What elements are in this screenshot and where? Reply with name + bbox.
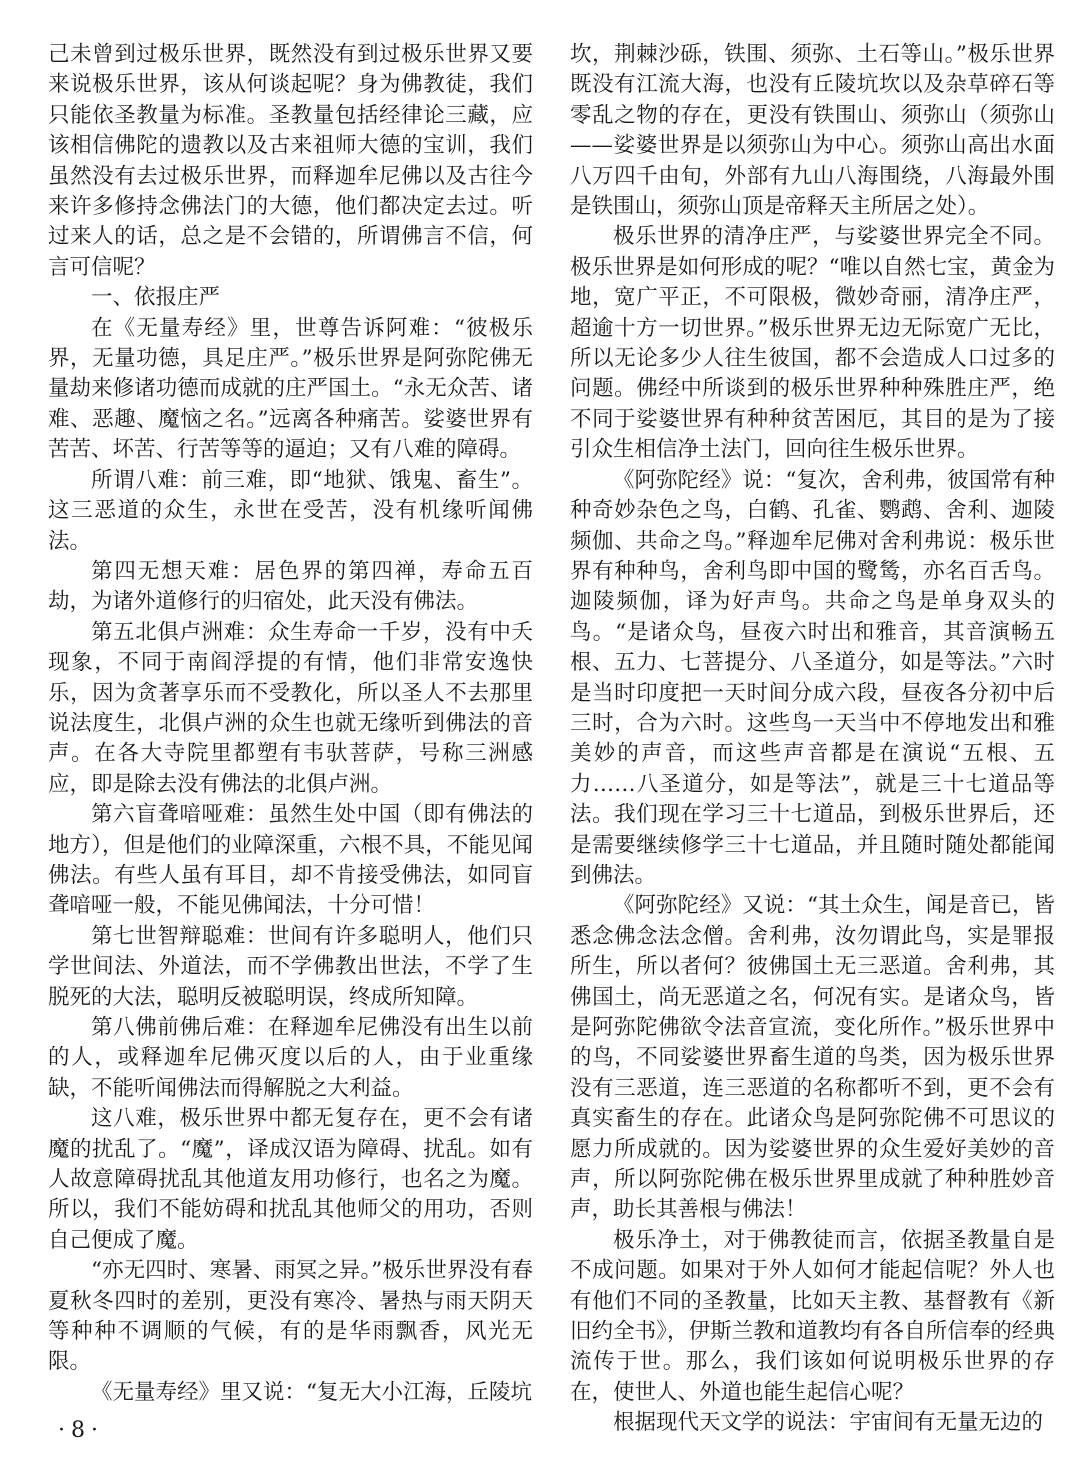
paragraph: 极乐净土，对于佛教徒而言，依据圣教量自是不成问题。如果对于外人如何才能起信呢？外人也有他们不同的圣教量，比如天主教、基督教有《新旧约全书》，伊斯兰教和道教均有各自所信奉的经典流传于世。那么，我们该如何说明极乐世界的存在，使世人、外道也能生起信心呢？ <box>570 1227 1055 1405</box>
page-number: ·8· <box>58 1418 104 1443</box>
paragraph: 根据现代天文学的说法：宇宙间有无量无边的 <box>613 1410 1044 1436</box>
paragraph: 第四无想天难：居色界的第四禅，寿命五百劫，为诸外道修行的归宿处，此天没有佛法。 <box>48 558 533 615</box>
paragraph: “亦无四时、寒暑、雨冥之异。”极乐世界没有春夏秋冬四时的差别，更没有寒冷、暑热与雨天阴天等种种不调顺的气候，有的是华雨飘香，风光无限。 <box>48 1258 533 1375</box>
paragraph: 在《无量寿经》里，世尊告诉阿难：“彼极乐界，无量功德，具足庄严。”极乐世界是阿弥陀佛无量劫来修诸功德而成就的庄严国土。“永无众苦、诸难、恶趣、魔恼之名。”远离各种痛苦。娑婆世界有苦苦、坏苦、行苦等等的逼迫；又有八难的障碍。 <box>48 315 533 463</box>
paragraph: 极乐世界的清净庄严，与娑婆世界完全不同。极乐世界是如何形成的呢？“唯以自然七宝，黄金为地，宽广平正，不可限极，微妙奇丽，清净庄严，超逾十方一切世界。”极乐世界无边无际宽广无比，所以无论多少人往生彼国，都不会造成人口过多的问题。佛经中所谈到的极乐世界种种殊胜庄严，绝不同于娑婆世界有种种贫苦困厄，其目的是为了接引众生相信净土法门，回向往生极乐世界。 <box>570 224 1055 463</box>
paragraph: 第八佛前佛后难：在释迦牟尼佛没有出生以前的人，或释迦牟尼佛灭度以后的人，由于业重缘缺，不能听闻佛法而得解脱之大利益。 <box>48 1015 533 1101</box>
paragraph: 己未曾到过极乐世界，既然没有到过极乐世界又要来说极乐世界，该从何谈起呢？身为佛教徒，我们只能依圣教量为标准。圣教量包括经律论三藏，应该相信佛陀的遗教以及古来祖师大德的宝训，我们虽然没有去过极乐世界，而释迦牟尼佛以及古往今来许多修持念佛法门的大德，他们都决定去过。听过来人的话，总之是不会错的，所谓佛言不信，何言可信呢？ <box>48 42 533 280</box>
paragraph: 一、依报庄严 <box>91 285 221 311</box>
paragraph: 坎，荆棘沙砾，铁围、须弥、土石等山。”极乐世界既没有江流大海，也没有丘陵坑坎以及杂草碎石等零乱之物的存在，更没有铁围山、须弥山（须弥山——娑婆世界是以须弥山为中心。须弥山高出水面八万四千由旬，外部有九山八海围绕，八海最外围是铁围山，须弥山顶是帝释天主所居之处）。 <box>570 42 1055 220</box>
paragraph: 第五北俱卢洲难：众生寿命一千岁，没有中夭现象，不同于南阎浮提的有情，他们非常安逸快乐，因为贪著享乐而不受教化，所以圣人不去那里说法度生，北俱卢洲的众生也就无缘听到佛法的音声。在各大寺院里都塑有韦驮菩萨，号称三洲感应，即是除去没有佛法的北俱卢洲。 <box>48 619 533 797</box>
paragraph: 这八难，极乐世界中都无复存在，更不会有诸魔的扰乱了。“魔”，译成汉语为障碍、扰乱。如有人故意障碍扰乱其他道友用功修行，也名之为魔。所以，我们不能妨碍和扰乱其他师父的用功，否则自己便成了魔。 <box>48 1106 533 1253</box>
paragraph: 所谓八难：前三难，即“地狱、饿鬼、畜生”。这三恶道的众生，永世在受苦，没有机缘听闻佛法。 <box>48 467 533 554</box>
paragraph: 第六盲聋喑哑难：虽然生处中国（即有佛法的地方），但是他们的业障深重，六根不具，不能见闻佛法。有些人虽有耳目，却不肯接受佛法，如同盲聋喑哑一般，不能见佛闻法，十分可惜！ <box>48 802 533 919</box>
paragraph: 《无量寿经》里又说：“复无大小江海，丘陵坑 <box>91 1379 532 1405</box>
paragraph: 《阿弥陀经》又说：“其土众生，闻是音已，皆悉念佛念法念僧。舍利弗，汝勿谓此鸟，实是罪报所生，所以者何？彼佛国土无三恶道。舍利弗，其佛国土，尚无恶道之名，何况有实。是诸众鸟，皆是阿弥陀佛欲令法音宣流，变化所作。”极乐世界中的鸟，不同娑婆世界畜生道的鸟类，因为极乐世界没有三恶道，连三恶道的名称都听不到，更不会有真实畜生的存在。此诸众鸟是阿弥陀佛不可思议的愿力所成就的。因为娑婆世界的众生爱好美妙的音声，所以阿弥陀佛在极乐世界里成就了种种胜妙音声，助长其善根与佛法！ <box>570 893 1055 1223</box>
left-column <box>48 40 533 1408</box>
right-column <box>570 40 1055 1439</box>
paragraph: 第七世智辩聪难：世间有许多聪明人，他们只学世间法、外道法，而不学佛教出世法，不学了生脱死的大法，聪明反被聪明误，终成所知障。 <box>48 923 533 1010</box>
paragraph: 《阿弥陀经》说：“复次，舍利弗，彼国常有种种奇妙杂色之鸟，白鹤、孔雀、鹦鹉、舍利、迦陵频伽、共命之鸟。”释迦牟尼佛对舍利弗说：极乐世界有种种鸟，舍利鸟即中国的鹭鸶，亦名百舌鸟。迦陵频伽，译为好声鸟。共命之鸟是单身双头的鸟。“是诸众鸟，昼夜六时出和雅音，其音演畅五根、五力、七菩提分、八圣道分，如是等法。”六时是当时印度把一天时间分成六段，昼夜各分初中后三时，合为六时。这些鸟一天当中不停地发出和雅美妙的声音，而这些声音都是在演说“五根、五力……八圣道分，如是等法”，就是三十七道品等法。我们现在学习三十七道品，到极乐世界后，还是需要继续修学三十七道品，并且随时随处都能闻到佛法。 <box>570 467 1055 888</box>
